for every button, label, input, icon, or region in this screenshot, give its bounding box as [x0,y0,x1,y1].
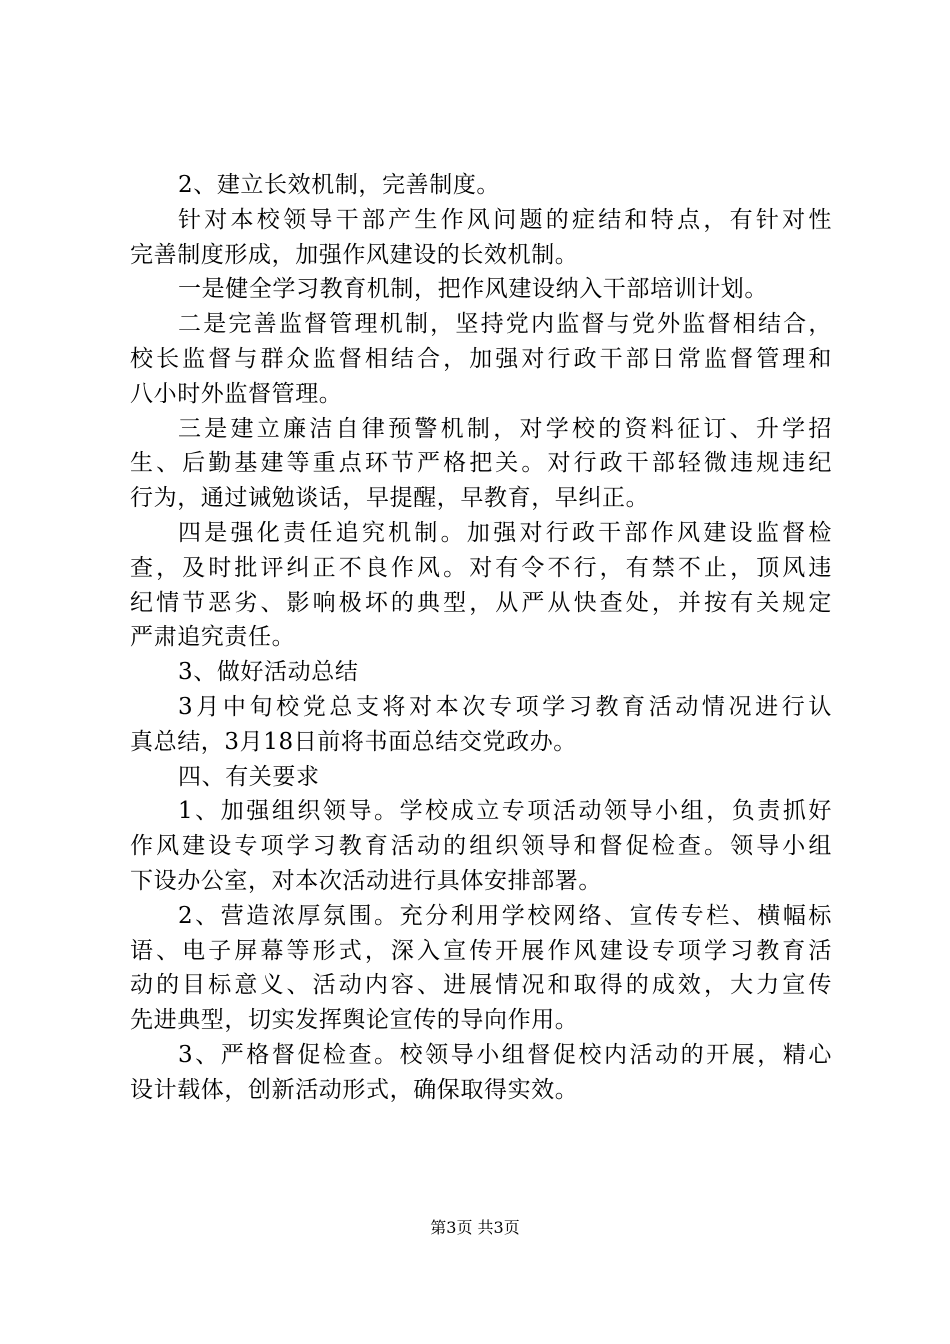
paragraph-line: 3、严格督促检查。校领导小组督促校内活动的开展，精心 [178,1041,832,1068]
paragraph-line: 四是强化责任追究机制。加强对行政干部作风建设监督检 [178,519,832,546]
page-number-footer: 第3页 共3页 [430,1218,520,1237]
paragraph-line: 真总结，3月18日前将书面总结交党政办。 [130,728,577,755]
paragraph-line: 三是建立廉洁自律预警机制，对学校的资料征订、升学招 [178,415,832,442]
paragraph-line: 八小时外监督管理。 [130,380,343,407]
paragraph-line: 严肃追究责任。 [130,624,296,651]
paragraph-line: 查，及时批评纠正不良作风。对有令不行，有禁不止，顶风违 [130,554,832,581]
section-heading: 2、建立长效机制，完善制度。 [178,172,501,198]
document-body [130,168,832,1108]
paragraph-line: 2、营造浓厚氛围。充分利用学校网络、宣传专栏、横幅标 [178,902,832,929]
paragraph-line: 一是健全学习教育机制，把作风建设纳入干部培训计划。 [178,276,768,303]
section-heading: 四、有关要求 [178,763,320,790]
paragraph-line: 完善制度形成，加强作风建设的长效机制。 [130,241,579,268]
paragraph-line: 3月中旬校党总支将对本次专项学习教育活动情况进行认 [178,693,832,720]
paragraph-line: 行为，通过诫勉谈话，早提醒，早教育，早纠正。 [130,485,650,512]
paragraph-line: 纪情节恶劣、影响极坏的典型，从严从快查处，并按有关规定 [130,589,832,616]
paragraph-line: 先进典型，切实发挥舆论宣传的导向作用。 [130,1007,579,1034]
paragraph-line: 设计载体，创新活动形式，确保取得实效。 [130,1076,579,1103]
paragraph-line: 语、电子屏幕等形式，深入宣传开展作风建设专项学习教育活 [130,937,832,964]
paragraph-line: 生、后勤基建等重点环节严格把关。对行政干部轻微违规违纪 [130,450,832,477]
paragraph-line: 作风建设专项学习教育活动的组织领导和督促检查。领导小组 [130,833,832,860]
paragraph-line: 动的目标意义、活动内容、进展情况和取得的成效，大力宣传 [130,972,832,999]
paragraph-line: 1、加强组织领导。学校成立专项活动领导小组，负责抓好 [178,798,832,825]
paragraph-line: 下设办公室，对本次活动进行具体安排部署。 [130,867,602,894]
paragraph-line: 二是完善监督管理机制，坚持党内监督与党外监督相结合， [178,311,832,338]
paragraph-line: 针对本校领导干部产生作风问题的症结和特点，有针对性 [178,206,832,233]
paragraph-line: 校长监督与群众监督相结合，加强对行政干部日常监督管理和 [130,345,832,372]
section-heading: 3、做好活动总结 [178,659,359,686]
